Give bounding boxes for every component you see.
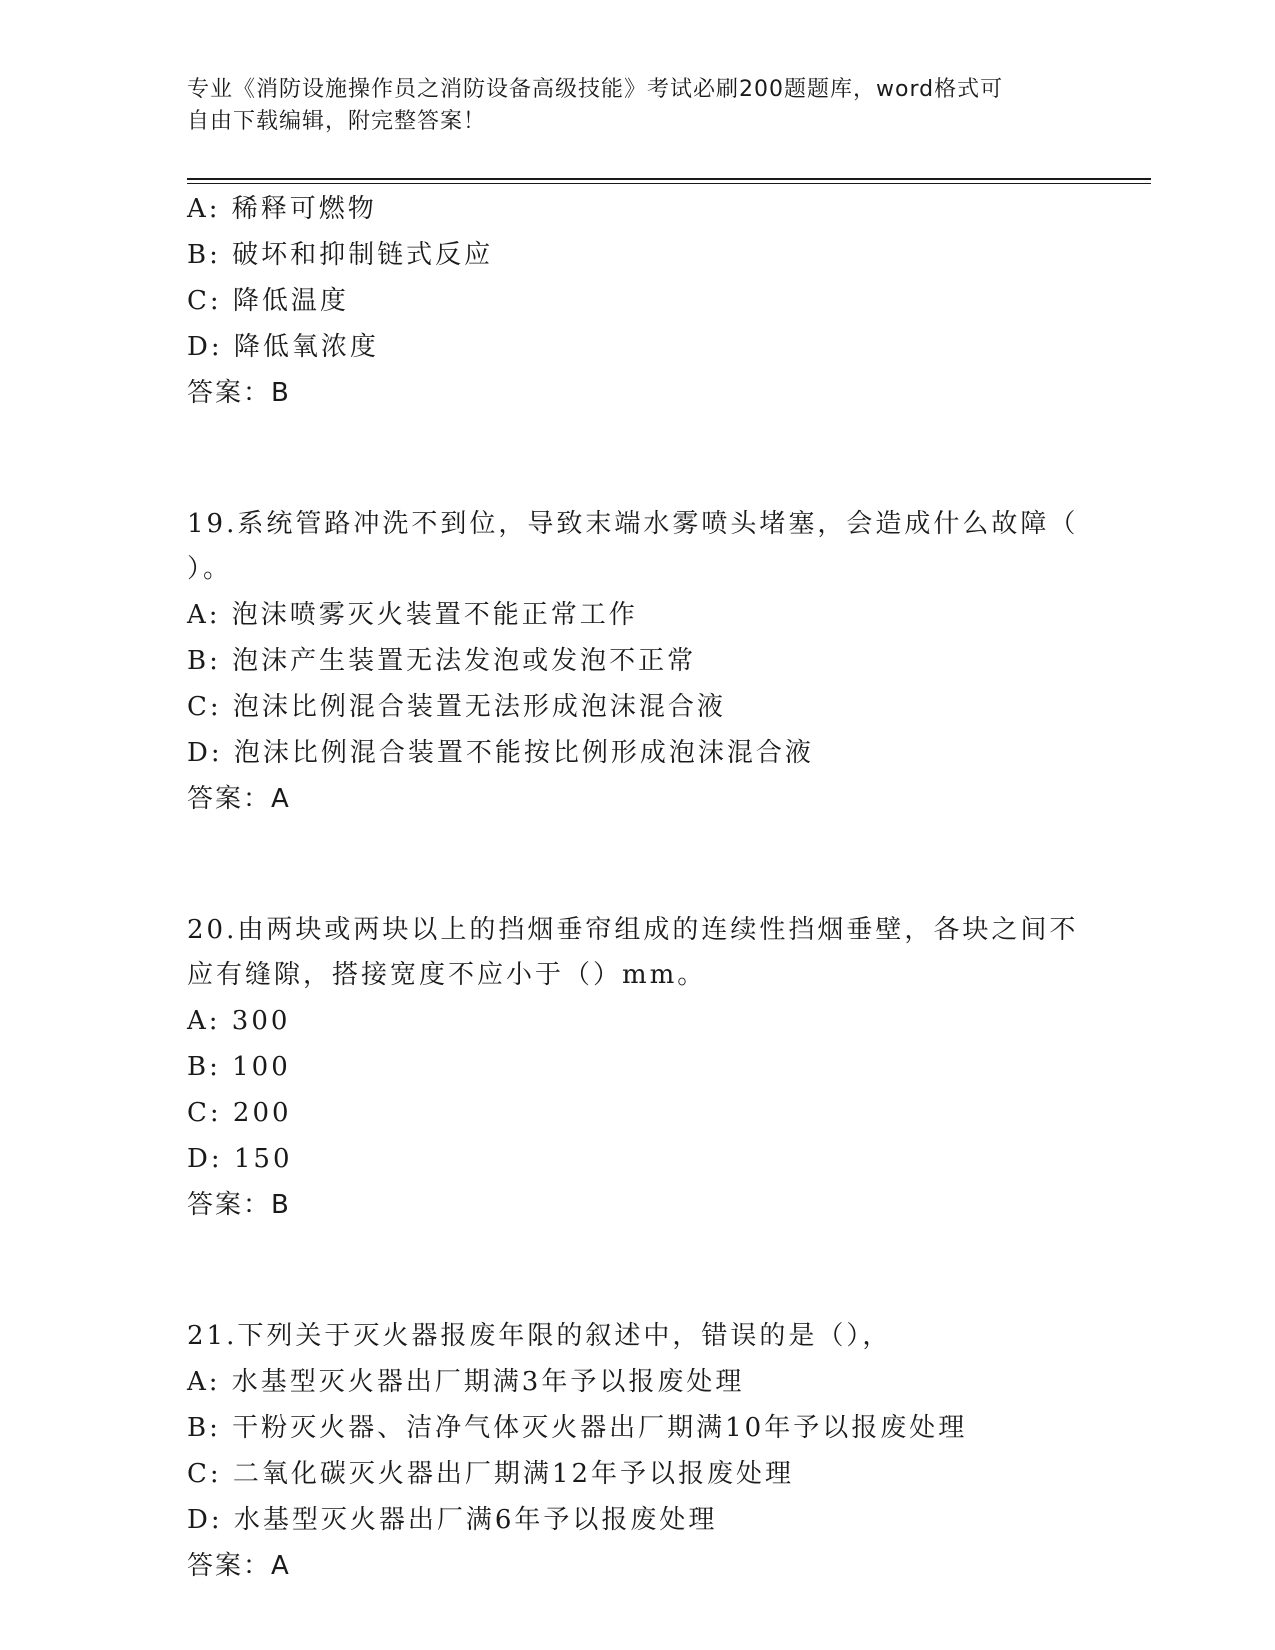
option-b: B: 破坏和抑制链式反应 (187, 240, 494, 270)
header-title-line-1: 专业《消防设施操作员之消防设备高级技能》考试必刷200题题库，word格式可 (187, 77, 1004, 102)
header-title-line-2: 自由下载编辑，附完整答案！ (187, 109, 487, 134)
option-d: D: 泡沫比例混合装置不能按比例形成泡沫混合液 (187, 738, 814, 768)
option-b: B: 干粉灭火器、洁净气体灭火器出厂期满10年予以报废处理 (187, 1413, 968, 1443)
question-spacer (187, 416, 1087, 502)
question-text: 20.由两块或两块以上的挡烟垂帘组成的连续性挡烟垂壁，各块之间不 应有缝隙，搭接宽度不应小于（）mm。 (187, 915, 1079, 990)
option-c: C: 200 (187, 1098, 292, 1128)
answer-line: 答案：B (187, 1190, 291, 1220)
option-a: A: 泡沫喷雾灭火装置不能正常工作 (187, 600, 638, 630)
option-b: B: 100 (187, 1052, 291, 1082)
option-c: C: 泡沫比例混合装置无法形成泡沫混合液 (187, 692, 726, 722)
question-text: 19.系统管路冲洗不到位，导致末端水雾喷头堵塞，会造成什么故障（ ）。 (187, 509, 1079, 584)
question-text: 21.下列关于灭火器报废年限的叙述中，错误的是（）， (187, 1321, 892, 1351)
answer-line: 答案：A (187, 784, 291, 814)
option-a: A: 300 (187, 1006, 291, 1036)
answer-line: 答案：A (187, 1551, 291, 1581)
question-21 (187, 1314, 1087, 1589)
question-spacer (187, 822, 1087, 908)
answer-line: 答案：B (187, 378, 291, 408)
option-c: C: 降低温度 (187, 286, 349, 316)
option-a: A: 稀释可燃物 (187, 194, 377, 224)
option-b: B: 泡沫产生装置无法发泡或发泡不正常 (187, 646, 697, 676)
option-d: D: 水基型灭火器出厂满6年予以报废处理 (187, 1505, 718, 1535)
header-divider-thin (187, 183, 1151, 184)
question-19 (187, 502, 1087, 822)
header-divider-thick (187, 178, 1151, 180)
document-body (187, 186, 1087, 1589)
question-20 (187, 908, 1087, 1228)
question-18-continued (187, 186, 1087, 416)
option-d: D: 150 (187, 1144, 293, 1174)
option-d: D: 降低氧浓度 (187, 332, 379, 362)
page-header (187, 74, 1087, 138)
option-a: A: 水基型灭火器出厂期满3年予以报废处理 (187, 1367, 745, 1397)
option-c: C: 二氧化碳灭火器出厂期满12年予以报废处理 (187, 1459, 795, 1489)
question-spacer (187, 1228, 1087, 1314)
